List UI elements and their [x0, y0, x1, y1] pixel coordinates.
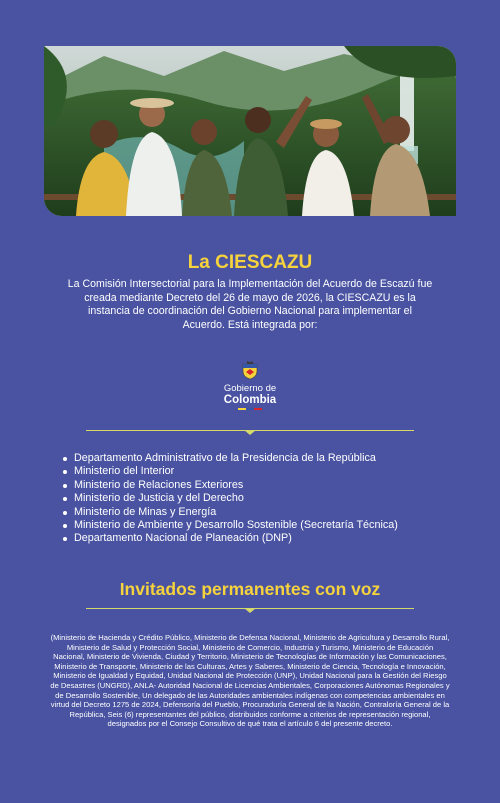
divider [86, 608, 414, 609]
divider-notch [244, 430, 256, 435]
list-item: Ministerio del Interior [62, 465, 442, 478]
government-logo [200, 360, 300, 416]
guests-paragraph: (Ministerio de Hacienda y Crédito Público, Ministerio de Defensa Nacional, Ministerio de Agricultura y Desarrollo Rural, Ministerio de Salud y Protección Social, Ministerio de Comercio, Industria y Turismo, Ministerio de Educación Nacional, Ministerio de Vivienda, Ciudad y Territorio, Ministerio de Tecnologías de Información y las Comunicaciones, Ministerio de Transporte, Ministerio de las Culturas, Artes y Saberes, Ministerio de Ciencia, Tecnología e Innovación, Ministerio de Igualdad y Equidad, Unidad Nacional de Protección (UNP), Unidad Nacional para la Gestión del Riesgo de Desastres (UNGRD), ANLA- Autoridad Nacional de Licencias Ambientales, Corporaciones Autónomas Regionales y de Desarrollo Sostenible, Un delegado de las Autoridades ambientales indígenas con competencias ambientales en virtud del Decreto 1275 de 2024, Defensoría del Pueblo, Procuraduría General de la Nación, Contraloría General de la República, Seis (6) representantes del público, distribuidos conforme a criterios de representación regional, designados por el Consejo Consultivo de qué trata el artículo 6 del presente decreto. [50, 633, 450, 729]
logo-line-1: Gobierno de [223, 383, 277, 394]
members-list [62, 452, 442, 546]
list-item: Departamento Administrativo de la Presidencia de la República [62, 452, 442, 465]
list-item: Ministerio de Minas y Energía [62, 506, 442, 519]
divider-notch [244, 608, 256, 613]
intro-paragraph: La Comisión Intersectorial para la Implementación del Acuerdo de Escazú fue creada mediante Decreto del 26 de mayo de 2026, la CIESCAZU es la instancia de coordinación del Gobierno Nacional para implementar el Acuerdo. Está integrada por: [67, 278, 433, 331]
list-item: Ministerio de Relaciones Exteriores [62, 479, 442, 492]
logo-line-2: Colombia [223, 394, 277, 406]
list-item: Departamento Nacional de Planeación (DNP) [62, 532, 442, 545]
section-title-ciescazu: La CIESCAZU [187, 252, 313, 273]
list-item: Ministerio de Ambiente y Desarrollo Sostenible (Secretaría Técnica) [62, 519, 442, 532]
section-title-guests: Invitados permanentes con voz [119, 579, 381, 599]
hero-photo [44, 46, 456, 216]
list-item: Ministerio de Justicia y del Derecho [62, 492, 442, 505]
hero-illustration [44, 46, 456, 216]
flag-bar [238, 408, 262, 410]
divider [86, 430, 414, 431]
coat-of-arms-icon [241, 360, 259, 380]
